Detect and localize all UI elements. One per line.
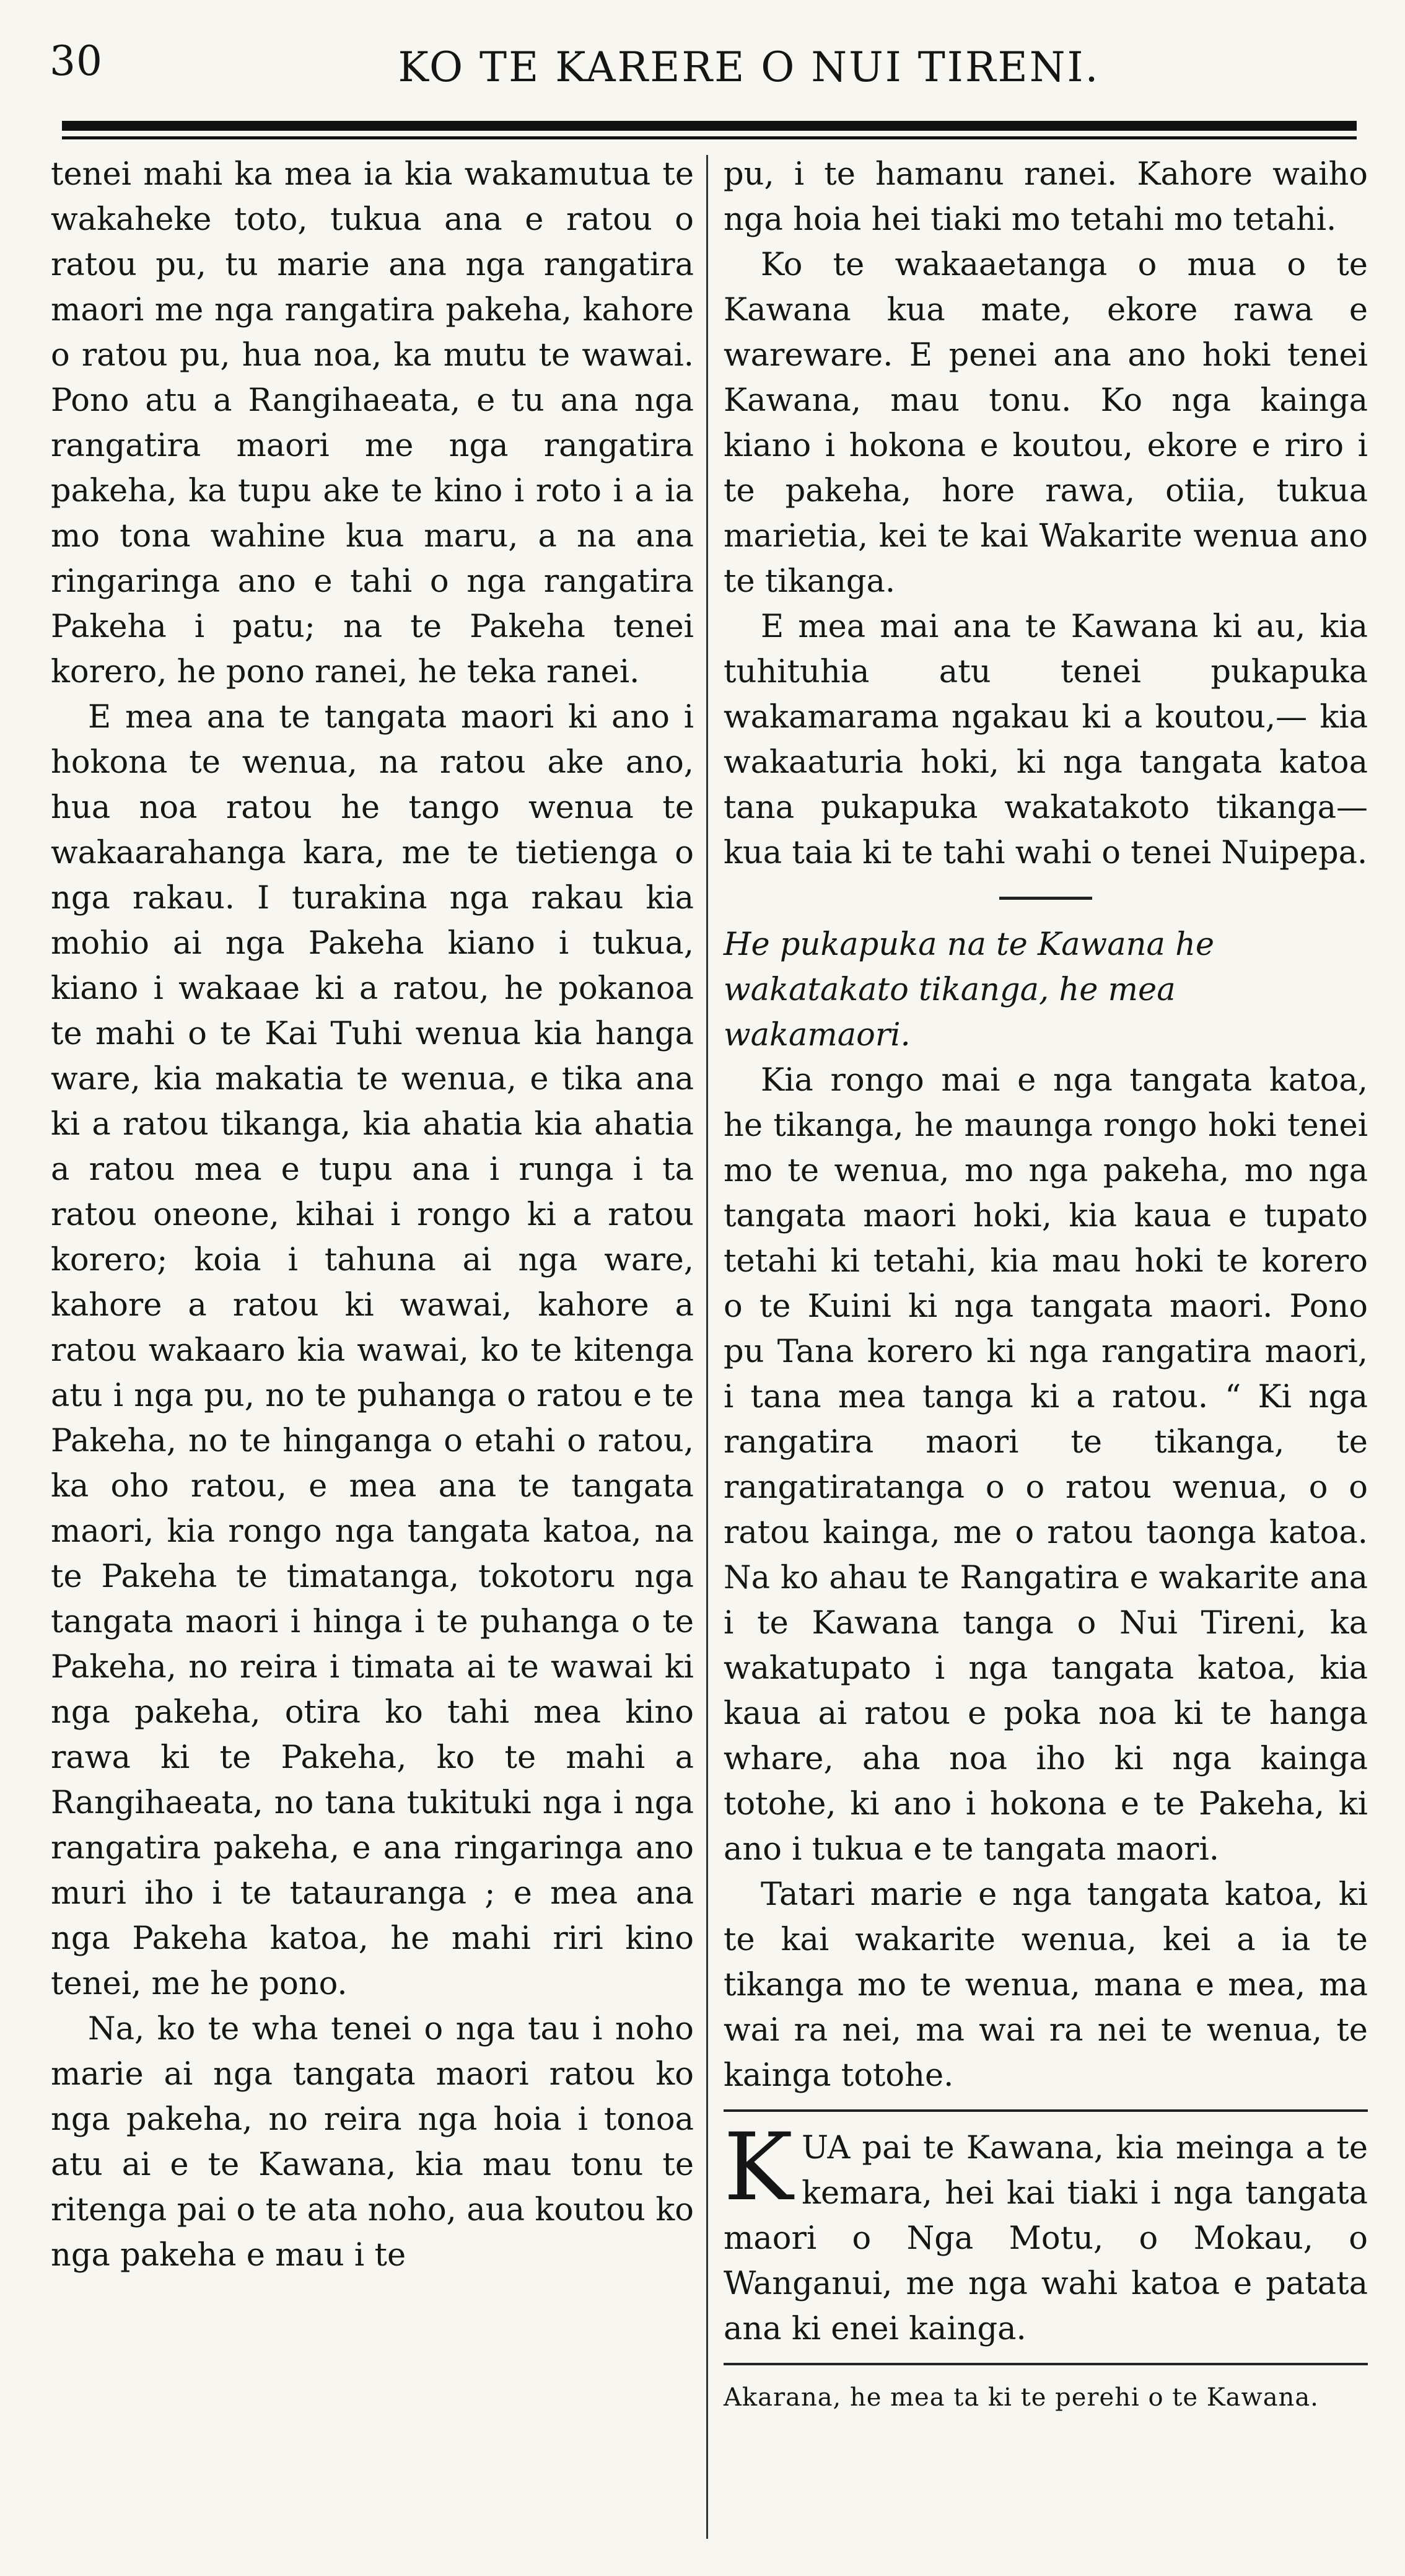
notice-text: UA pai te Kawana, kia meinga a te kemara, hei kai tiaki i nga tangata maori o Nga Motu, o Mokau, o Wanganui, me nga wahi katoa e patata ana ki enei kainga. [724,2130,1368,2347]
proclamation-paragraph-1: Kia rongo mai e nga tangata katoa, he tikanga, he maunga rongo hoki tenei mo te wenua, mo nga pakeha, mo nga tangata maori hoki, kia kaua e tupato tetahi ki tetahi, kia mau hoki te korero o te Kuini ki nga tangata maori. Pono pu Tana korero ki nga rangatira maori, i tana mea tanga ki a ratou. “ Ki nga rangatira maori te tikanga, te rangatiratanga o o ratou wenua, o o ratou kainga, me o ratou taonga katoa. Na ko ahau te Rangatira e wakarite ana i te Kawana tanga o Nui Tireni, ka wakatupato i nga tangata katoa, kia kaua ai ratou e poka noa ki te hanga whare, aha noa iho ki nga kainga totohe, ki ano i hokona e te Pakeha, ki ano i tukua e te tangata maori. [724,1062,1368,1868]
right-paragraph-1: pu, i te hamanu ranei. Kahore waiho nga hoia hei tiaki mo tetahi mo tetahi. [724,156,1368,238]
section-separator [999,897,1092,900]
page-number: 30 [50,37,103,85]
right-column [724,152,1368,2551]
left-paragraph-1: tenei mahi ka mea ia kia wakamutua te wakaheke toto, tukua ana e ratou o ratou pu, tu marie ana nga rangatira maori me nga rangatira pakeha, kahore o ratou pu, hua noa, ka mutu te wawai. Pono atu a Rangihaeata, e tu ana nga rangatira maori me nga rangatira pakeha, ka tupu ake te kino i roto i a ia mo tona wahine kua maru, a na ana ringaringa ano e tahi o nga rangatira Pakeha i patu; na te Pakeha tenei korero, he pono ranei, he teka ranei. [51,156,694,690]
printer-imprint: Akarana, he mea ta ki te perehi o te Kawana. [724,2383,1319,2412]
proclamation-paragraph-2: Tatari marie e nga tangata katoa, ki te kai wakarite wenua, kei a ia te tikanga mo te wenua, mana e mea, ma wai ra nei, ma wai ra nei te wenua, te kainga totohe. [724,1876,1368,2094]
notice-block [724,2125,1368,2352]
running-title: KO TE KARERE O NUI TIRENI. [398,43,1100,91]
right-paragraph-3: E mea mai ana te Kawana ki au, kia tuhituhia atu tenei pukapuka wakamarama ngakau ki a koutou,— kia wakaaturia hoki, ki nga tangata katoa tana pukapuka wakatakoto tikanga—kua taia ki te tahi wahi o tenei Nuipepa. [724,609,1368,871]
header-rule-thick [62,121,1357,131]
notice-rule-bottom [724,2363,1368,2365]
left-column [51,152,694,2551]
column-divider [706,155,708,2539]
left-paragraph-2: E mea ana te tangata maori ki ano i hokona te wenua, na ratou ake ano, hua noa ratou he tango wenua te wakaarahanga kara, me te tietienga o nga rakau. I turakina nga rakau kia mohio ai nga Pakeha kiano i tukua, kiano i wakaae ki a ratou, he pokanoa te mahi o te Kai Tuhi wenua kia hanga ware, kia makatia te wenua, e tika ana ki a ratou tikanga, kia ahatia kia ahatia a ratou mea e tupu ana i runga i ta ratou oneone, kihai i rongo ki a ratou korero; koia i tahuna ai nga ware, kahore a ratou ki wawai, kahore a ratou wakaaro kia wawai, ko te kitenga atu i nga pu, no te puhanga o ratou e te Pakeha, no te hinganga o etahi o ratou, ka oho ratou, e mea ana te tangata maori, kia rongo nga tangata katoa, na te Pakeha te timatanga, tokotoru nga tangata maori i hinga i te puhanga o te Pakeha, no reira i timata ai te wawai ki nga pakeha, otira ko tahi mea kino rawa ki te Pakeha, ko te mahi a Rangihaeata, no tana tukituki nga i nga rangatira pakeha, e ana ringaringa ano muri iho i te tatauranga ; e mea ana nga Pakeha katoa, he mahi riri kino tenei, me he pono. [51,699,694,2002]
right-paragraph-2: Ko te wakaaetanga o mua o te Kawana kua mate, ekore rawa e wareware. E penei ana ano hoki tenei Kawana, mau tonu. Ko nga kainga kiano i hokona e koutou, ekore e riro i te pakeha, hore rawa, otiia, tukua marietia, kei te kai Wakarite wenua ano te tikanga. [724,247,1368,600]
left-paragraph-3: Na, ko te wha tenei o nga tau i noho marie ai nga tangata maori ratou ko nga pakeha, no reira nga hoia i tonoa atu ai e te Kawana, kia mau tonu te ritenga pai o te ata noho, aua koutou ko nga pakeha e mau i te [51,2011,694,2274]
notice-rule-top [724,2109,1368,2112]
proclamation-heading: He pukapuka na te Kawana he wakatakato tikanga, he mea wakamaori. [724,926,1215,1053]
header-rule-thin [62,136,1357,139]
drop-cap: K [724,2125,794,2222]
